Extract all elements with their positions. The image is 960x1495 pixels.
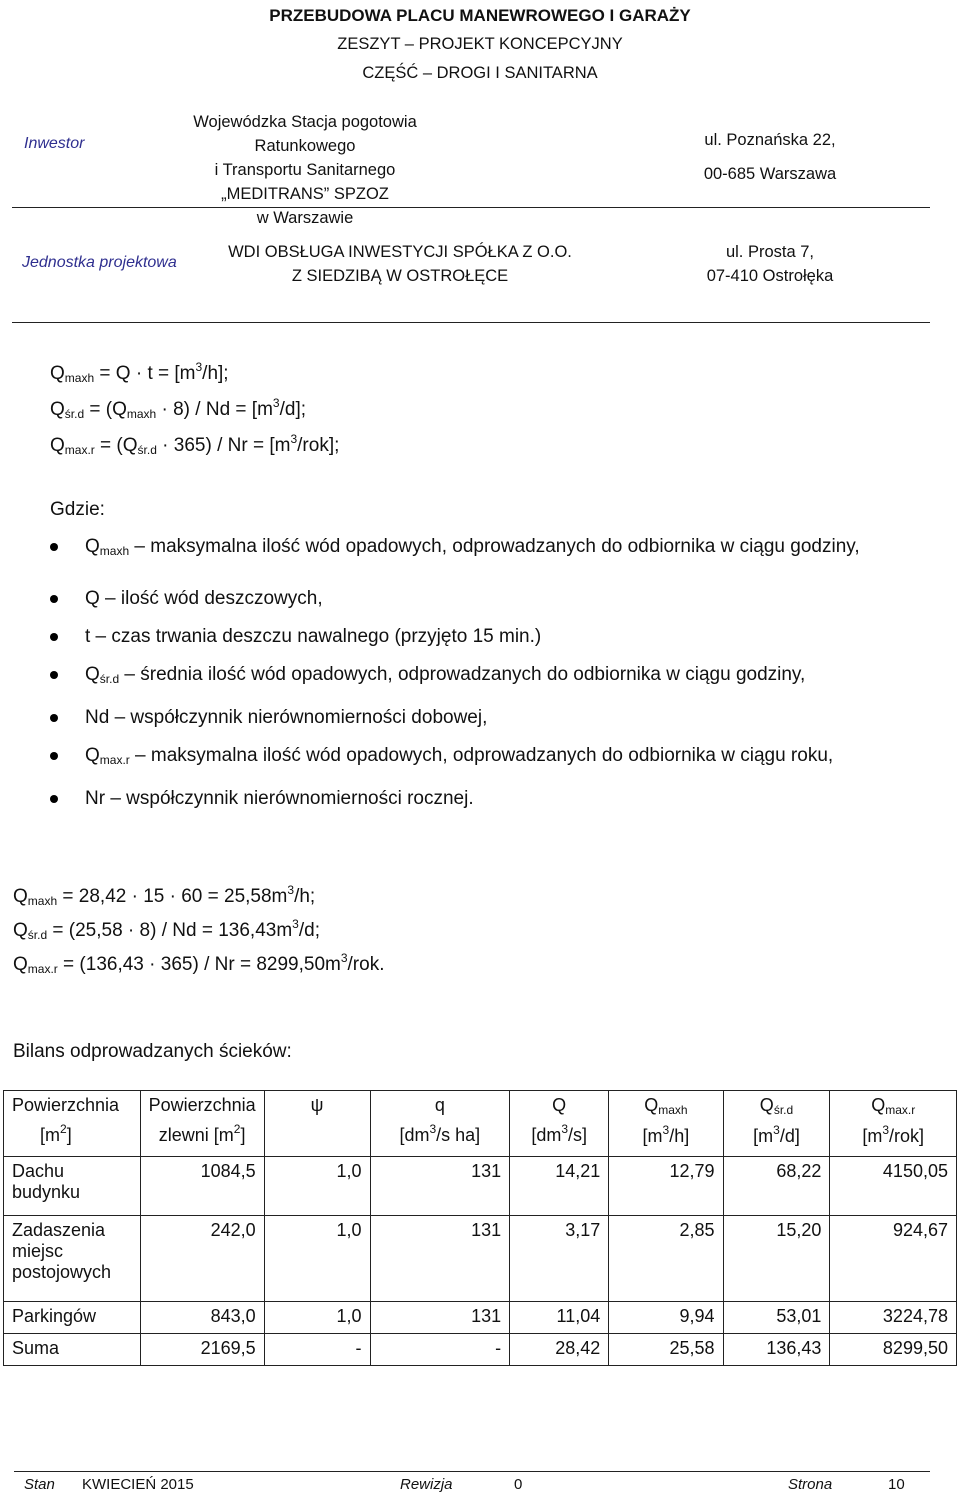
table-cell: 131 [370, 1302, 510, 1334]
header-cell: Q $[dm^3/s]$ [510, 1091, 609, 1157]
table-cell: 25,58 [609, 1334, 723, 1366]
table-cell: Suma [4, 1334, 141, 1366]
table-cell: - [370, 1334, 510, 1366]
design-unit-address: ul. Prosta 7, 07-410 Ostrołęka [706, 243, 834, 285]
table-cell: Dachu budynku [4, 1157, 141, 1216]
calc-qmaxh: $Q_{maxh} = 28,42 \cdot 15 \cdot 60 = 25,58m^3/h$; [13, 883, 316, 908]
table-cell: 11,04 [510, 1302, 609, 1334]
definition-item: t – czas trwania deszczu nawalnego (przyjęto 15 min.) [50, 624, 950, 649]
table-cell: 12,79 [609, 1157, 723, 1216]
header-cell: $Q_{śr.d}$ $[m^3/d]$ [723, 1091, 830, 1157]
table-cell: 3,17 [510, 1216, 609, 1302]
table-cell: 131 [370, 1157, 510, 1216]
definition-item: Nd – współczynnik nierównomierności dobowej, [50, 705, 950, 730]
table-cell: 3224,78 [830, 1302, 957, 1334]
document-title: PRZEBUDOWA PLACU MANEWROWEGO I GARAŻY [269, 6, 691, 25]
footer-strona-value: 10 [888, 1476, 905, 1493]
design-unit-name: WDI OBSŁUGA INWESTYCJI SPÓŁKA Z O.O. Z SIEDZIBĄ W OSTROŁĘCE [228, 243, 572, 285]
table-cell: 1,0 [264, 1302, 370, 1334]
definitions-list [50, 534, 950, 811]
table-cell: Zadaszenia miejsc postojowych [4, 1216, 141, 1302]
definition-item: $Q_{max.r}$ – maksymalna ilość wód opadowych, odprowadzanych do odbiornika w ciągu roku, [50, 743, 950, 773]
table-cell: 2169,5 [140, 1334, 264, 1366]
footer-stan-value: KWIECIEŃ 2015 [82, 1476, 194, 1493]
footer-stan-label: Stan [24, 1476, 55, 1493]
bullet-icon [50, 543, 58, 551]
table-cell: 242,0 [140, 1216, 264, 1302]
table-cell: 8299,50 [830, 1334, 957, 1366]
calc-qmaxr: $Q_{max.r} = (136,43 \cdot 365) / Nr = 8299,50m^3/rok$. [13, 951, 385, 976]
table-row [4, 1216, 957, 1302]
table-cell: 131 [370, 1216, 510, 1302]
table-cell: 28,42 [510, 1334, 609, 1366]
header-cell: $Q_{max.r}$ $[m^3/rok]$ [830, 1091, 957, 1157]
table-cell: 843,0 [140, 1302, 264, 1334]
header-cell: Powierzchnia zlewni $[m^2]$ [140, 1091, 264, 1157]
footer-rewizja-label: Rewizja [400, 1476, 453, 1493]
document-part: CZĘŚĆ – DROGI I SANITARNA [362, 64, 598, 82]
table-cell: 924,67 [830, 1216, 957, 1302]
definition-item: $Q_{śr.d}$ – średnia ilość wód opadowych, odprowadzanych do odbiornika w ciągu godziny, [50, 662, 950, 692]
table-row [4, 1302, 957, 1334]
table-title: Bilans odprowadzanych ścieków: [13, 1041, 292, 1062]
investor-label: Inwestor [24, 135, 85, 152]
table-header-row [4, 1091, 957, 1157]
bullet-icon [50, 752, 58, 760]
table-cell: Parkingów [4, 1302, 141, 1334]
table-cell: 68,22 [723, 1157, 830, 1216]
design-unit-label: Jednostka projektowa [22, 254, 177, 271]
definition-item: Q – ilość wód deszczowych, [50, 586, 950, 611]
investor-name: Wojewódzka Stacja pogotowia Ratunkowego i Transportu Sanitarnego „MEDITRANS” SPZOZ w Warszawie [193, 113, 417, 227]
table-cell: 15,20 [723, 1216, 830, 1302]
where-label: Gdzie: [50, 499, 105, 520]
footer-rewizja-value: 0 [514, 1476, 523, 1493]
bullet-icon [50, 795, 58, 803]
table-cell: 1,0 [264, 1216, 370, 1302]
table-cell: 9,94 [609, 1302, 723, 1334]
table-cell: 14,21 [510, 1157, 609, 1216]
header-divider-2 [12, 322, 930, 323]
table-cell: 53,01 [723, 1302, 830, 1334]
bullet-icon [50, 714, 58, 722]
table-cell: - [264, 1334, 370, 1366]
formula-qsrd: $Q_{śr.d} = (Q_{maxh} \cdot 8) / Nd = [m^3/d]$; [50, 396, 306, 421]
header-cell: q [$dm^3/s$ ha] [370, 1091, 510, 1157]
table-cell: 2,85 [609, 1216, 723, 1302]
table-cell: 136,43 [723, 1334, 830, 1366]
header-cell: ψ [264, 1091, 370, 1157]
header-cell: Powierzchnia $[m^2]$ [4, 1091, 141, 1157]
header-cell: $Q_{maxh}$ $[m^3/h]$ [609, 1091, 723, 1157]
balance-table [3, 1090, 957, 1366]
table-cell: 1084,5 [140, 1157, 264, 1216]
table-row [4, 1157, 957, 1216]
footer-strona-label: Strona [788, 1476, 833, 1493]
calc-qsrd: $Q_{śr.d} = (25,58 \cdot 8) / Nd = 136,43m^3/d$; [13, 917, 320, 942]
formula-qmaxr: $Q_{max.r} = (Q_{śr.d} \cdot 365) / Nr = [m^3/rok]$; [50, 432, 340, 457]
table-cell: 4150,05 [830, 1157, 957, 1216]
document-subtitle: ZESZYT – PROJEKT KONCEPCYJNY [337, 35, 623, 53]
table-row-total [4, 1334, 957, 1366]
definition-item: $Q_{maxh}$ – maksymalna ilość wód opadowych, odprowadzanych do odbiornika w ciągu godziny, [50, 534, 950, 564]
bullet-icon [50, 671, 58, 679]
definition-item: Nr – współczynnik nierównomierności rocznej. [50, 786, 950, 811]
table-cell: 1,0 [264, 1157, 370, 1216]
bullet-icon [50, 633, 58, 641]
bullet-icon [50, 595, 58, 603]
footer-divider [14, 1471, 930, 1472]
formula-qmaxh: $Q_{maxh} = Q \cdot t = [m^3/h]$; [50, 360, 229, 385]
investor-address: ul. Poznańska 22, 00-685 Warszawa [703, 131, 837, 183]
header-divider-1 [12, 207, 930, 208]
